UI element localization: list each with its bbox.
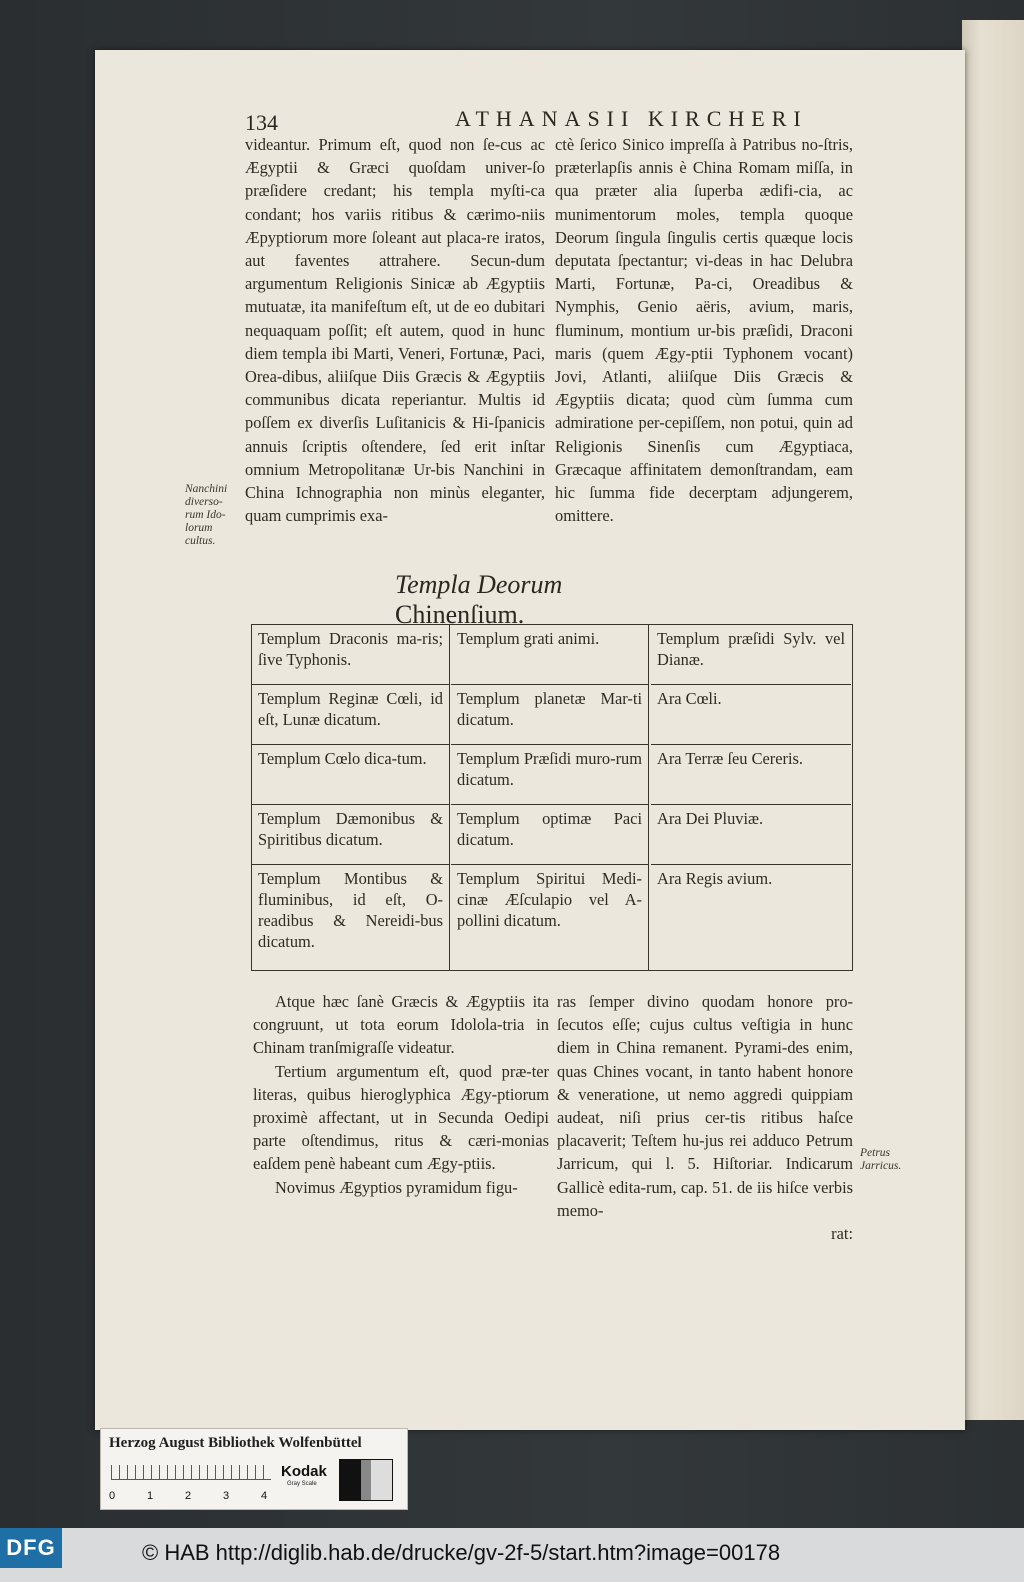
table-cell: Ara Terræ ſeu Cereris. <box>651 745 851 805</box>
kodak-logo: Kodak <box>281 1463 327 1480</box>
top-right-text: ctè ſerico Sinico impreſſa à Patribus no-ſtris, præterlapſis annis è China Romam miſſa, in qua præter alia ſuperba ædifi-cia, ac munimentorum moles, templa quoque Deorum ſingula ſingulis certis quæque locis deputata ſpectantur; vi-deas in hac Delubra Marti, Fortunæ, Pa-ci, Oreadibus & Nymphis, Genio aëris, avium, maris, fluminum, montium ur-bis præſidi, Draconi maris (quem Ægy-ptii Typhonem vocant) Jovi, Atlanti, aliiſque Diis Græcis & Ægyptiis dicata; quod cùm ſumma cum admiratione per-cepiſſem, non potui, quin ad Religionis Sinenſis cum Ægyptiaca, Græcaque affinitatem demonſtrandam, eam hic ſumma fide decerptam adjungerem, omittere. <box>555 135 853 526</box>
adjacent-page-edge <box>962 20 1024 1420</box>
table-cell: Ara Regis avium. <box>657 869 773 888</box>
ruler-number: 0 <box>109 1490 116 1502</box>
color-calibration-card <box>100 1428 408 1510</box>
table-cell: Templum Reginæ Cœli, id eſt, Lunæ dicatum. <box>252 685 449 745</box>
table-title <box>395 570 695 630</box>
table-cell: Templum Dæmonibus & Spiritibus dicatum. <box>252 805 449 865</box>
margin-note-jarricus: Petrus Jarricus. <box>860 1147 902 1172</box>
table-cell: Templum Draconis ma-ris; ſive Typhonis. <box>252 625 449 685</box>
table-cell: Templum Cœlo dica-tum. <box>252 745 449 805</box>
paragraph: Atque hæc ſanè Græcis & Ægyptiis ita congruunt, ut tota eorum Idolola-tria in Chinam tranſmigraſſe videatur. <box>253 992 549 1058</box>
ruler-number: 1 <box>147 1490 154 1502</box>
table-cell: Templum Spiritui Medi-cinæ Æſculapio vel A-pollini dicatum. <box>457 869 642 930</box>
bottom-left-column <box>253 990 549 1199</box>
table-cell: Ara Cœli. <box>651 685 851 745</box>
paragraph-end: rat: <box>831 1224 853 1244</box>
table-cell: Templum planetæ Mar-ti dicatum. <box>451 685 648 745</box>
page-number: 134 <box>245 110 278 135</box>
table-cell: Templum præſidi Sylv. vel Dianæ. <box>651 625 851 685</box>
dfg-logo: DFG <box>0 1528 62 1568</box>
ruler-number: 3 <box>223 1490 230 1502</box>
copyright-link[interactable]: © HAB http://diglib.hab.de/drucke/gv-2f-5/start.htm?image=00178 <box>142 1540 781 1565</box>
table-cell: Templum optimæ Paci dicatum. <box>451 805 648 865</box>
paragraph: Novimus Ægyptios pyramidum figu- <box>275 1177 518 1197</box>
scale-ruler <box>111 1465 271 1480</box>
gray-scale-patch <box>339 1459 393 1501</box>
top-left-column <box>245 133 545 527</box>
book-page <box>95 50 965 1430</box>
table-column-3 <box>651 625 851 970</box>
table-cell: Templum Præſidi muro-rum dicatum. <box>451 745 648 805</box>
table-cell: Ara Dei Pluviæ. <box>651 805 851 865</box>
ruler-number: 2 <box>185 1490 192 1502</box>
table-title-italic: Templa Deorum <box>395 570 563 599</box>
bottom-right-column <box>557 990 853 1245</box>
card-title: Herzog August Bibliothek Wolfenbüttel <box>109 1435 362 1451</box>
ruler-number: 4 <box>261 1490 268 1502</box>
footer-bar <box>0 1528 1024 1582</box>
running-head: ATHANASII KIRCHERI <box>455 106 808 131</box>
paragraph: ras ſemper divino quodam honore pro-ſecutos eſſe; cujus cultus veſtigia in hunc diem in China remanent. Pyrami-des enim, quas Chines vocant, in tanto habent honore & veneratione, ut nemo aggredi quippiam audeat, niſi prius cer-tis ritibus haſce placaverit; Teſtem hu-jus rei adduco Petrum Jarricum, qui l. 5. Hiſtoriar. Indicarum Gallicè edita-rum, cap. 51. de iis hiſce verbis memo- <box>557 992 853 1220</box>
top-left-text: videantur. Primum eſt, quod non ſe-cus ac Ægyptii & Græci quoſdam univer-ſo præſidere credant; his templa myſti-ca condant; hos variis ritibus & cærimo-niis Æpyptiorum more ſoleant aut placa-re iratos, aut faventes attrahere. Secun-dum argumentum Religionis Sinicæ ab Ægyptiis mutuatæ, ita manifeſtum eſt, ut de eo dubitari nequaquam poſſit; eſt autem, quod in hunc diem templa ibi Marti, Veneri, Fortunæ, Paci, Orea-dibus, aliiſque Diis Græcis & Ægyptiis communibus dicata reperiantur. Multis id poſſem ex diverſis Luſitanicis & Hi-ſpanicis annuis ſcriptis oſtendere, ſed erit inſtar omnium Metropolitanæ Ur-bis Nanchini in China Ichnographia non minùs eleganter, quam cumprimis exa- <box>245 135 545 526</box>
temple-table <box>251 624 853 971</box>
table-cell: Templum Montibus & fluminibus, id eſt, O-readibus & Nereidi-bus dicatum. <box>258 869 443 951</box>
margin-note-nanchini: Nanchini diverso-rum Ido-lorum cultus. <box>185 483 228 547</box>
table-column-2 <box>451 625 649 970</box>
paragraph: Tertium argumentum eſt, quod præ-ter literas, quibus hieroglyphica Ægy-ptiorum proximè affectant, ut in Secunda Oedipi parte oſtendimus, ritus & cæri-monias eaſdem penè habeant cum Ægy-ptiis. <box>253 1061 549 1174</box>
table-cell: Templum grati animi. <box>451 625 648 685</box>
table-title-roman: Chinenſium. <box>395 600 525 629</box>
top-right-column <box>555 133 853 527</box>
gray-scale-label: Gray Scale <box>287 1481 317 1487</box>
table-column-1 <box>252 625 450 970</box>
